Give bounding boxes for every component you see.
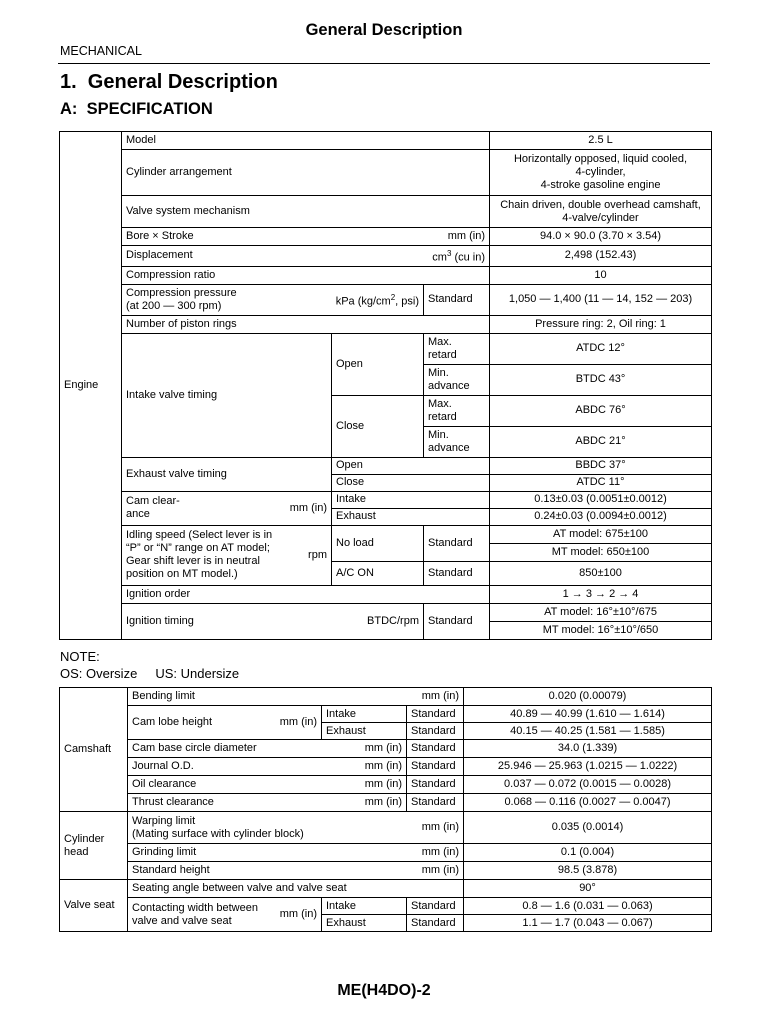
category-engine: Engine bbox=[60, 132, 122, 640]
note-title: NOTE: bbox=[60, 649, 100, 664]
bore-stroke-value: 94.0 × 90.0 (3.70 × 3.54) bbox=[490, 228, 712, 246]
header-rule bbox=[58, 63, 710, 64]
standard-label: Standard bbox=[424, 603, 490, 639]
min-advance-label: Min. advance bbox=[424, 364, 490, 395]
intake-valve-timing-label: Intake valve timing bbox=[122, 333, 332, 457]
table-row bbox=[60, 862, 712, 880]
table-row bbox=[60, 794, 712, 812]
ignition-timing-mt-value: MT model: 16°±10°/650 bbox=[490, 621, 712, 639]
table-row bbox=[60, 740, 712, 758]
cam-clearance-exhaust-label: Exhaust bbox=[332, 508, 490, 525]
standard-label: Standard bbox=[407, 915, 464, 932]
ignition-order-value: 1 → 3 → 2 → 4 bbox=[490, 585, 712, 603]
grinding-limit-value: 0.1 (0.004) bbox=[464, 844, 712, 862]
table-row bbox=[60, 706, 712, 723]
intake-open-label: Open bbox=[332, 333, 424, 395]
cam-lobe-height-label: Cam lobe height mm (in) bbox=[128, 706, 322, 740]
contact-intake-value: 0.8 — 1.6 (0.031 — 0.063) bbox=[464, 898, 712, 915]
max-retard-label: Max. retard bbox=[424, 395, 490, 426]
valve-system-value: Chain driven, double overhead camshaft, 4-valve/cylinder bbox=[490, 196, 712, 228]
exhaust-open-label: Open bbox=[332, 457, 490, 474]
table-row bbox=[60, 776, 712, 794]
intake-close-max-value: ABDC 76° bbox=[490, 395, 712, 426]
grinding-limit-label: Grinding limit mm (in) bbox=[128, 844, 464, 862]
cam-clearance-exhaust-value: 0.24±0.03 (0.0094±0.0012) bbox=[490, 508, 712, 525]
heading-general-description: 1. General Description bbox=[60, 71, 278, 93]
ignition-timing-label: Ignition timing BTDC/rpm bbox=[122, 603, 424, 639]
table-row bbox=[60, 333, 712, 364]
exhaust-open-value: BBDC 37° bbox=[490, 457, 712, 474]
compression-ratio-label: Compression ratio bbox=[122, 266, 490, 284]
lobe-exhaust-value: 40.15 — 40.25 (1.581 — 1.585) bbox=[464, 723, 712, 740]
bore-stroke-label: Bore × Stroke mm (in) bbox=[122, 228, 490, 246]
base-circle-label: Cam base circle diameter mm (in) bbox=[128, 740, 407, 758]
cam-clearance-intake-value: 0.13±0.03 (0.0051±0.0012) bbox=[490, 491, 712, 508]
table-row bbox=[60, 315, 712, 333]
table-row bbox=[60, 844, 712, 862]
warping-limit-value: 0.035 (0.0014) bbox=[464, 812, 712, 844]
table-row bbox=[60, 898, 712, 915]
base-circle-value: 34.0 (1.339) bbox=[464, 740, 712, 758]
category-valve-seat: Valve seat bbox=[60, 880, 128, 932]
standard-label: Standard bbox=[407, 758, 464, 776]
bending-limit-value: 0.020 (0.00079) bbox=[464, 688, 712, 706]
intake-open-min-value: BTDC 43° bbox=[490, 364, 712, 395]
min-advance-label: Min. advance bbox=[424, 426, 490, 457]
contact-exhaust-label: Exhaust bbox=[322, 915, 407, 932]
compression-ratio-value: 10 bbox=[490, 266, 712, 284]
lobe-intake-label: Intake bbox=[322, 706, 407, 723]
ac-on-label: A/C ON bbox=[332, 561, 424, 585]
contacting-width-label: Contacting width between valve and valve seat mm (in) bbox=[128, 898, 322, 932]
table-row bbox=[60, 880, 712, 898]
table-row bbox=[60, 266, 712, 284]
contact-exhaust-value: 1.1 — 1.7 (0.043 — 0.067) bbox=[464, 915, 712, 932]
table-row bbox=[60, 603, 712, 621]
thrust-clearance-label: Thrust clearance mm (in) bbox=[128, 794, 407, 812]
table-row bbox=[60, 585, 712, 603]
table-row bbox=[60, 457, 712, 474]
exhaust-close-label: Close bbox=[332, 474, 490, 491]
standard-label: Standard bbox=[407, 898, 464, 915]
idle-at-value: AT model: 675±100 bbox=[490, 525, 712, 543]
standard-height-value: 98.5 (3.878) bbox=[464, 862, 712, 880]
intake-open-max-value: ATDC 12° bbox=[490, 333, 712, 364]
table-row bbox=[60, 228, 712, 246]
standard-label: Standard bbox=[424, 561, 490, 585]
cam-clearance-intake-label: Intake bbox=[332, 491, 490, 508]
table-row bbox=[60, 812, 712, 844]
table-row bbox=[60, 196, 712, 228]
idling-speed-label: Idling speed (Select lever is in “P” or “N” range on AT model; Gear shift lever is in neutral position on MT model.) rpm bbox=[122, 525, 332, 585]
category-camshaft: Camshaft bbox=[60, 688, 128, 812]
page-header-title: General Description bbox=[305, 21, 463, 39]
section-label: MECHANICAL bbox=[60, 44, 142, 58]
note-text: OS: Oversize US: Undersize bbox=[60, 666, 240, 681]
table-row bbox=[60, 150, 712, 196]
standard-label: Standard bbox=[424, 525, 490, 561]
lobe-exhaust-label: Exhaust bbox=[322, 723, 407, 740]
compression-pressure-value: 1,050 — 1,400 (11 — 14, 152 — 203) bbox=[490, 284, 712, 315]
standard-label: Standard bbox=[424, 284, 490, 315]
valve-system-label: Valve system mechanism bbox=[122, 196, 490, 228]
contact-intake-label: Intake bbox=[322, 898, 407, 915]
bending-limit-label: Bending limit mm (in) bbox=[128, 688, 464, 706]
displacement-value: 2,498 (152.43) bbox=[490, 246, 712, 267]
piston-rings-value: Pressure ring: 2, Oil ring: 1 bbox=[490, 315, 712, 333]
max-retard-label: Max. retard bbox=[424, 333, 490, 364]
table-row bbox=[60, 758, 712, 776]
oil-clearance-label: Oil clearance mm (in) bbox=[128, 776, 407, 794]
engine-spec-table bbox=[59, 131, 712, 640]
intake-close-label: Close bbox=[332, 395, 424, 457]
ignition-timing-at-value: AT model: 16°±10°/675 bbox=[490, 603, 712, 621]
cylinder-arrangement-label: Cylinder arrangement bbox=[122, 150, 490, 196]
journal-od-value: 25.946 — 25.963 (1.0215 — 1.0222) bbox=[464, 758, 712, 776]
no-load-label: No load bbox=[332, 525, 424, 561]
heading-specification: A: SPECIFICATION bbox=[60, 100, 213, 118]
note bbox=[60, 648, 239, 682]
table-row bbox=[60, 688, 712, 706]
seating-angle-value: 90° bbox=[464, 880, 712, 898]
standard-label: Standard bbox=[407, 740, 464, 758]
camshaft-spec-table bbox=[59, 687, 712, 932]
displacement-label: Displacement $cm^3$ (cu in) bbox=[122, 246, 490, 267]
thrust-clearance-value: 0.068 — 0.116 (0.0027 — 0.0047) bbox=[464, 794, 712, 812]
cylinder-arrangement-value: Horizontally opposed, liquid cooled, 4-cylinder, 4-stroke gasoline engine bbox=[490, 150, 712, 196]
intake-close-min-value: ABDC 21° bbox=[490, 426, 712, 457]
idle-ac-value: 850±100 bbox=[490, 561, 712, 585]
piston-rings-label: Number of piston rings bbox=[122, 315, 490, 333]
exhaust-valve-timing-label: Exhaust valve timing bbox=[122, 457, 332, 491]
category-cylinder-head: Cylinder head bbox=[60, 812, 128, 880]
table-row bbox=[60, 132, 712, 150]
model-label: Model bbox=[122, 132, 490, 150]
standard-label: Standard bbox=[407, 723, 464, 740]
table-row bbox=[60, 525, 712, 543]
lobe-intake-value: 40.89 — 40.99 (1.610 — 1.614) bbox=[464, 706, 712, 723]
cam-clearance-label: Cam clear- ance mm (in) bbox=[122, 491, 332, 525]
seating-angle-label: Seating angle between valve and valve seat bbox=[128, 880, 464, 898]
page-footer: ME(H4DO)-2 bbox=[337, 982, 431, 999]
standard-label: Standard bbox=[407, 794, 464, 812]
ignition-order-label: Ignition order bbox=[122, 585, 490, 603]
exhaust-close-value: ATDC 11° bbox=[490, 474, 712, 491]
table-row bbox=[60, 491, 712, 508]
oil-clearance-value: 0.037 — 0.072 (0.0015 — 0.0028) bbox=[464, 776, 712, 794]
standard-label: Standard bbox=[407, 706, 464, 723]
warping-limit-label: Warping limit (Mating surface with cylinder block) mm (in) bbox=[128, 812, 464, 844]
standard-height-label: Standard height mm (in) bbox=[128, 862, 464, 880]
table-row bbox=[60, 246, 712, 267]
standard-label: Standard bbox=[407, 776, 464, 794]
table-row bbox=[60, 284, 712, 315]
model-value: 2.5 L bbox=[490, 132, 712, 150]
compression-pressure-label: Compression pressure (at 200 — 300 rpm) kPa ($kg/cm^2$, psi) bbox=[122, 284, 424, 315]
journal-od-label: Journal O.D. mm (in) bbox=[128, 758, 407, 776]
idle-mt-value: MT model: 650±100 bbox=[490, 543, 712, 561]
